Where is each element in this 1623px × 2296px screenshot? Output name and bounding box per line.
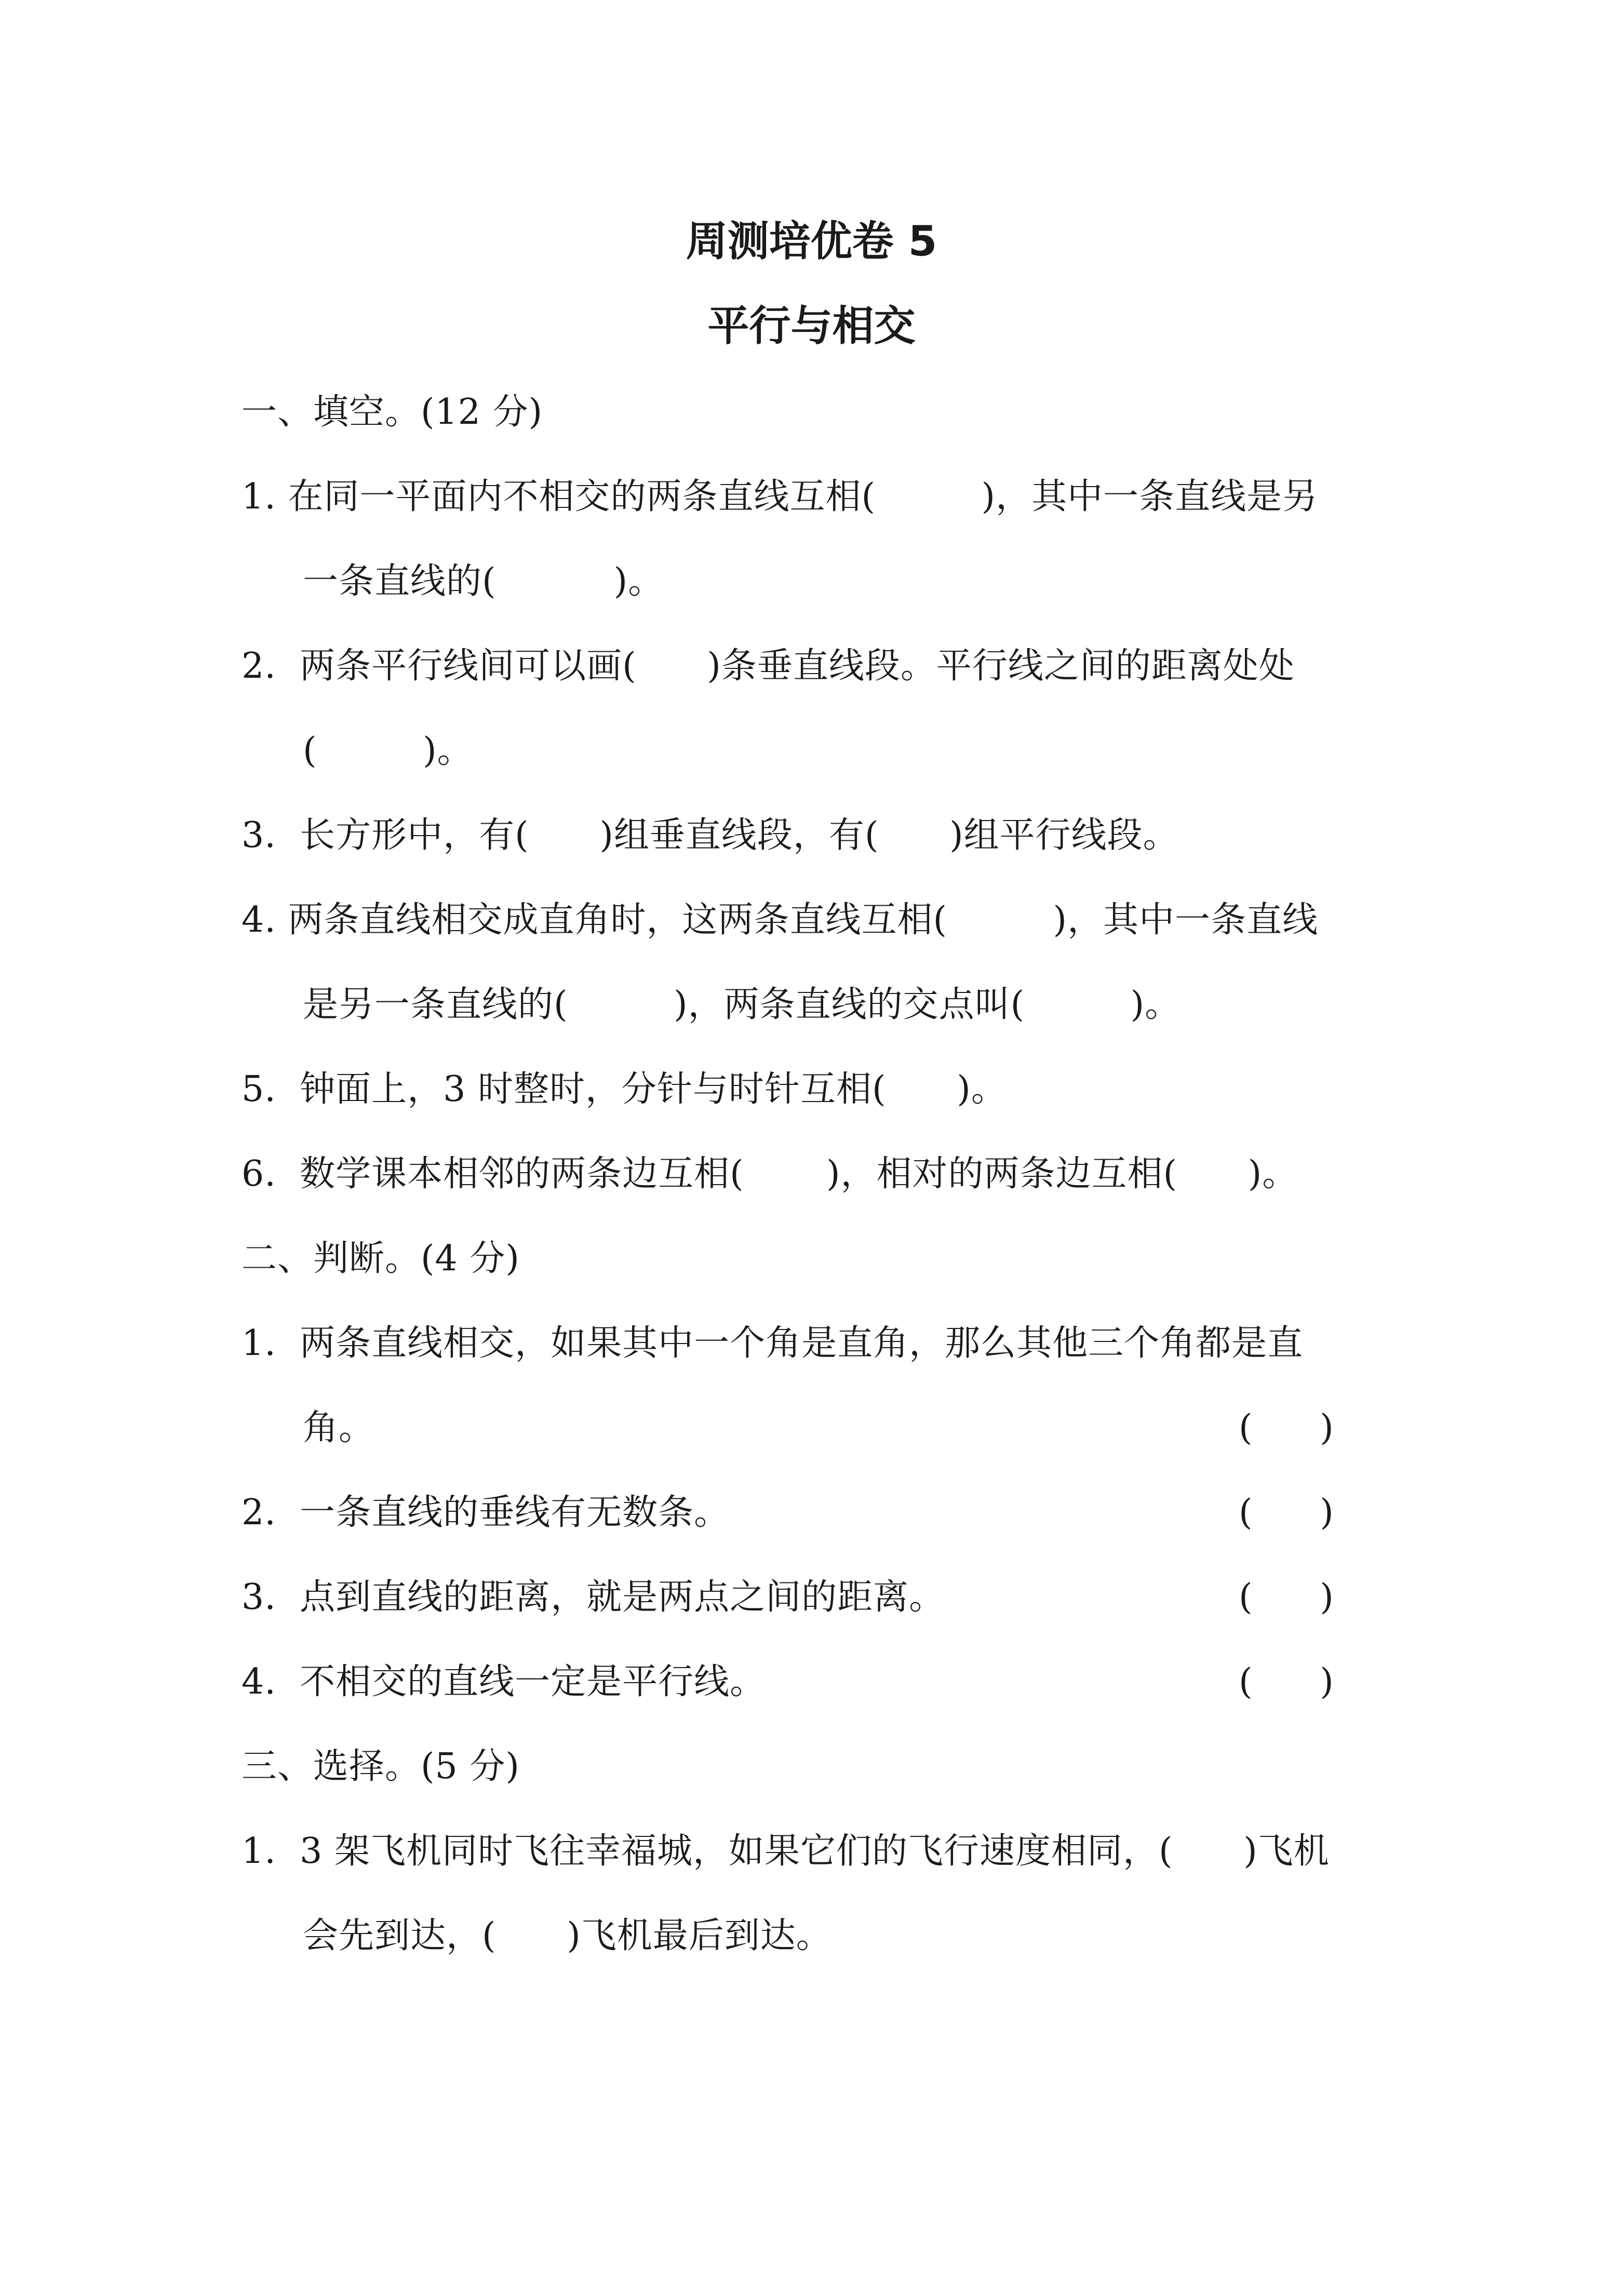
fill-question-1-line-2: 一条直线的( )。 xyxy=(303,561,664,602)
judge-question-2: 2. 一条直线的垂线有无数条。 xyxy=(242,1492,730,1533)
choice-question-1-line-2: 会先到达，( )飞机最后到达。 xyxy=(303,1915,832,1956)
fill-question-6: 6. 数学课本相邻的两条边互相( )，相对的两条边互相( )。 xyxy=(242,1153,1298,1194)
judge-answer-paren-3: ( ) xyxy=(1239,1577,1334,1618)
judge-answer-paren-2: ( ) xyxy=(1239,1492,1334,1533)
fill-question-1-line-1: 1. 在同一平面内不相交的两条直线互相( )，其中一条直线是另 xyxy=(242,476,1319,517)
section-heading-choice: 三、选择。(5 分) xyxy=(242,1746,520,1787)
fill-question-2-line-1: 2. 两条平行线间可以画( )条垂直线段。平行线之间的距离处处 xyxy=(242,646,1295,687)
judge-question-3: 3. 点到直线的距离，就是两点之间的距离。 xyxy=(242,1577,945,1618)
page-subtitle: 平行与相交 xyxy=(707,302,916,350)
judge-question-1-line-1: 1. 两条直线相交，如果其中一个角是直角，那么其他三个角都是直 xyxy=(242,1323,1304,1364)
fill-question-4-line-1: 4. 两条直线相交成直角时，这两条直线互相( )，其中一条直线 xyxy=(242,899,1319,941)
choice-question-1-line-1: 1. 3 架飞机同时飞往幸福城，如果它们的飞行速度相同，( )飞机 xyxy=(242,1831,1330,1872)
page-title: 周测培优卷 5 xyxy=(686,217,937,265)
section-heading-fill-blank: 一、填空。(12 分) xyxy=(242,392,543,433)
judge-question-4: 4. 不相交的直线一定是平行线。 xyxy=(242,1661,766,1702)
fill-question-2-line-2: ( )。 xyxy=(303,730,473,771)
fill-question-3: 3. 长方形中，有( )组垂直线段，有( )组平行线段。 xyxy=(242,815,1179,856)
judge-answer-paren-4: ( ) xyxy=(1239,1661,1334,1702)
judge-answer-paren-1: ( ) xyxy=(1239,1407,1334,1448)
judge-question-1-line-2: 角。 xyxy=(303,1407,375,1448)
fill-question-5: 5. 钟面上，3 时整时，分针与时针互相( )。 xyxy=(242,1069,1007,1110)
fill-question-4-line-2: 是另一条直线的( )，两条直线的交点叫( )。 xyxy=(303,984,1181,1025)
section-heading-true-false: 二、判断。(4 分) xyxy=(242,1238,520,1279)
